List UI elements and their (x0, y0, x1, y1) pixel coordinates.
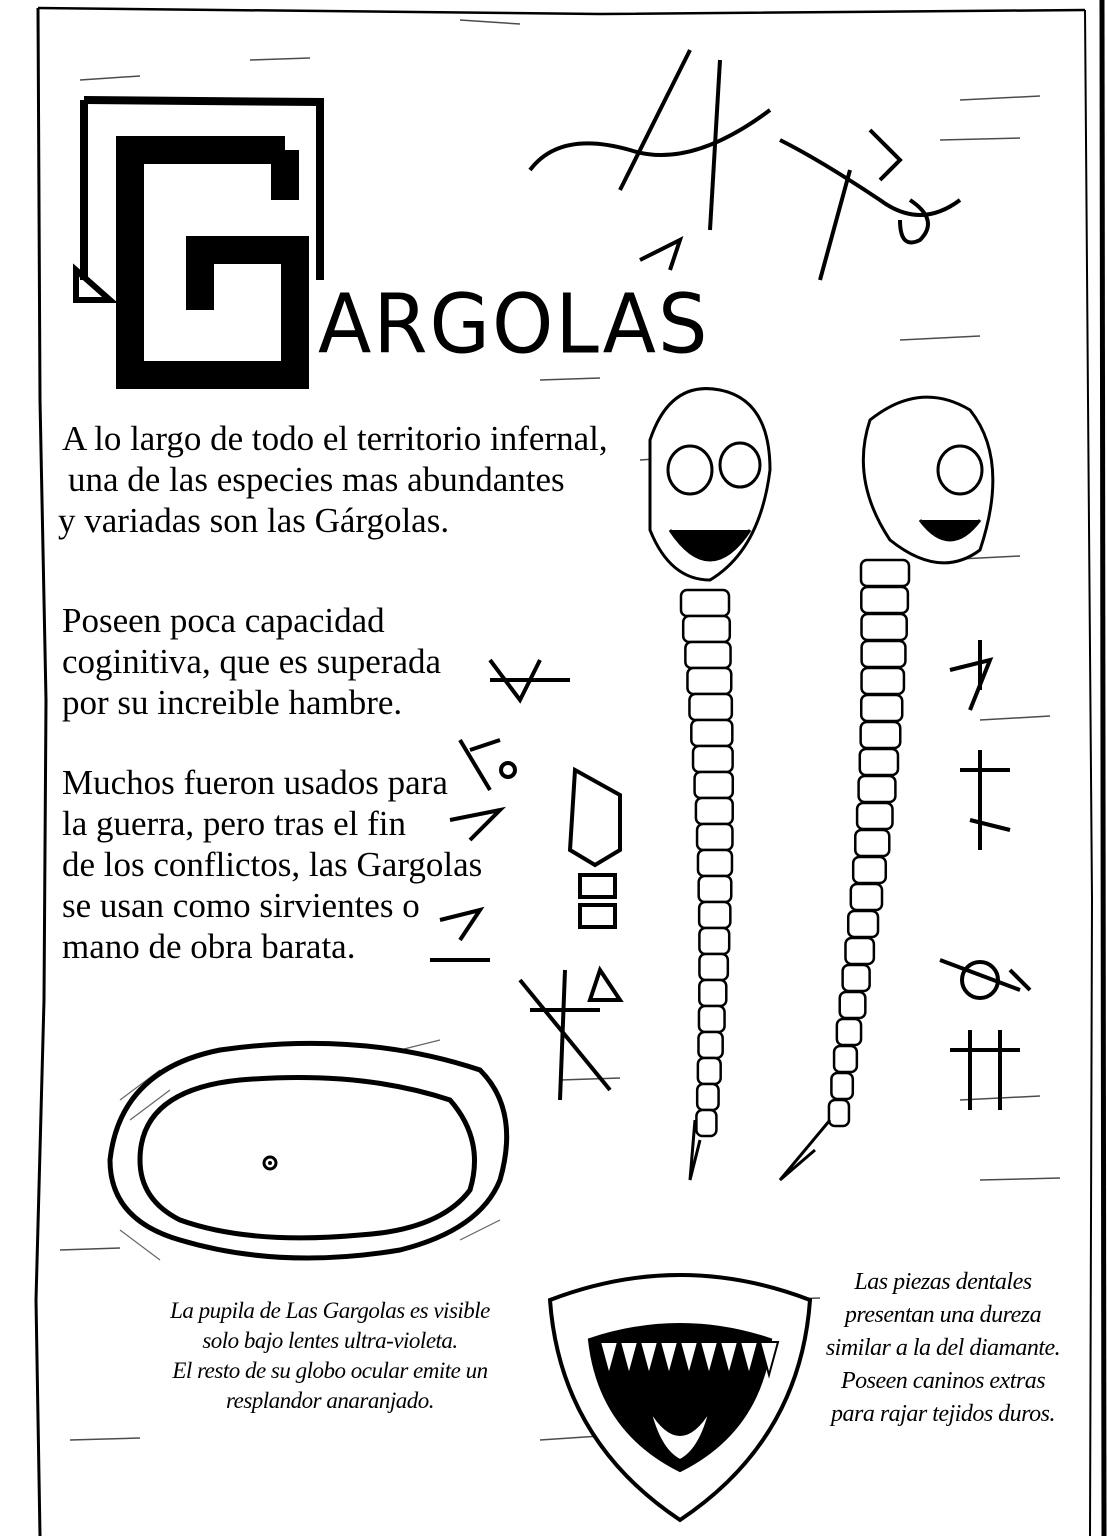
vertebra (691, 720, 732, 746)
vertebra (683, 616, 730, 642)
eye-caption-line-2: solo bajo lentes ultra-violeta. (202, 1328, 458, 1353)
vertebra (862, 641, 906, 667)
vertebra (687, 668, 731, 694)
vertebra (698, 850, 732, 876)
vertebra (837, 1019, 861, 1045)
eye-caption-line-4: resplandor anaranjado. (226, 1388, 434, 1413)
vertebra (696, 798, 733, 824)
vertebra (696, 1110, 716, 1136)
intro-line-3: y variadas son las Gárgolas. (58, 501, 450, 540)
capacity-line-1: Poseen poca capacidad (62, 601, 385, 640)
vertebra (681, 590, 729, 616)
vertebra (851, 884, 882, 910)
teeth-caption-line-4: Poseen caninos extras (840, 1368, 1046, 1394)
vertebra (697, 824, 732, 850)
vertebra (845, 938, 873, 964)
page-title: ARGOLAS (318, 277, 710, 373)
vertebra (699, 980, 726, 1006)
teeth-caption (808, 1266, 1078, 1431)
vertebra (861, 587, 908, 613)
vertebra (857, 803, 892, 829)
vertebra (697, 1084, 718, 1110)
vertebra (861, 695, 902, 721)
teeth-caption-line-2: presentan una dureza (844, 1302, 1042, 1328)
teeth-caption-line-5: para rajar tejidos duros. (831, 1401, 1055, 1427)
teeth-caption-line-1: Las piezas dentales (854, 1269, 1032, 1295)
capacity-line-3: por su increible hambre. (62, 683, 403, 722)
capacity-paragraph (62, 600, 441, 723)
vertebra (685, 642, 730, 668)
intro-paragraph (58, 418, 608, 541)
intro-line-2: una de las especies mas abundantes (68, 460, 565, 499)
eye-caption-line-3: El resto de su globo ocular emite un (172, 1358, 488, 1383)
gargoyle-spine-illustration (630, 380, 1020, 1230)
usage-line-4: se usan como sirvientes o (62, 886, 420, 925)
title-g-frame (70, 90, 330, 390)
vertebra (843, 965, 870, 991)
capacity-line-2: coginitiva, que es superada (62, 642, 442, 681)
vertebra (831, 1073, 852, 1099)
gargoyle-eye-illustration (100, 1030, 520, 1290)
vertebra (862, 668, 904, 694)
vertebra (860, 749, 898, 775)
vertebra (834, 1046, 857, 1072)
vertebra (829, 1100, 849, 1126)
vertebra (699, 902, 730, 928)
usage-line-3: de los conflictos, las Gargolas (62, 845, 483, 884)
vertebra (859, 776, 896, 802)
rune-glyphs-top (520, 40, 980, 320)
vertebra (693, 746, 733, 772)
eye-caption (140, 1296, 520, 1416)
vertebra (699, 954, 727, 980)
vertebra (698, 1058, 721, 1084)
vertebra (855, 830, 889, 856)
vertebra (699, 876, 732, 902)
vertebra (698, 1032, 722, 1058)
vertebra (699, 1006, 725, 1032)
vertebra (861, 560, 909, 586)
vertebra (840, 992, 866, 1018)
usage-line-5: mano de obra barata. (62, 927, 356, 966)
vertebra (848, 911, 878, 937)
intro-line-1: A lo largo de todo el territorio infernal, (62, 419, 608, 458)
vertebra (689, 694, 731, 720)
eye-caption-line-1: La pupila de Las Gargolas es visible (170, 1298, 490, 1323)
vertebra (861, 722, 901, 748)
vertebra (853, 857, 886, 883)
vertebra (695, 772, 733, 798)
usage-line-2: la guerra, pero tras el fin (62, 804, 407, 843)
vertebra (699, 928, 729, 954)
usage-line-1: Muchos fueron usados para (62, 763, 448, 802)
gargoyle-jaw-illustration (530, 1260, 830, 1530)
teeth-caption-line-3: similar a la del diamante. (825, 1335, 1061, 1361)
vertebra (862, 614, 907, 640)
